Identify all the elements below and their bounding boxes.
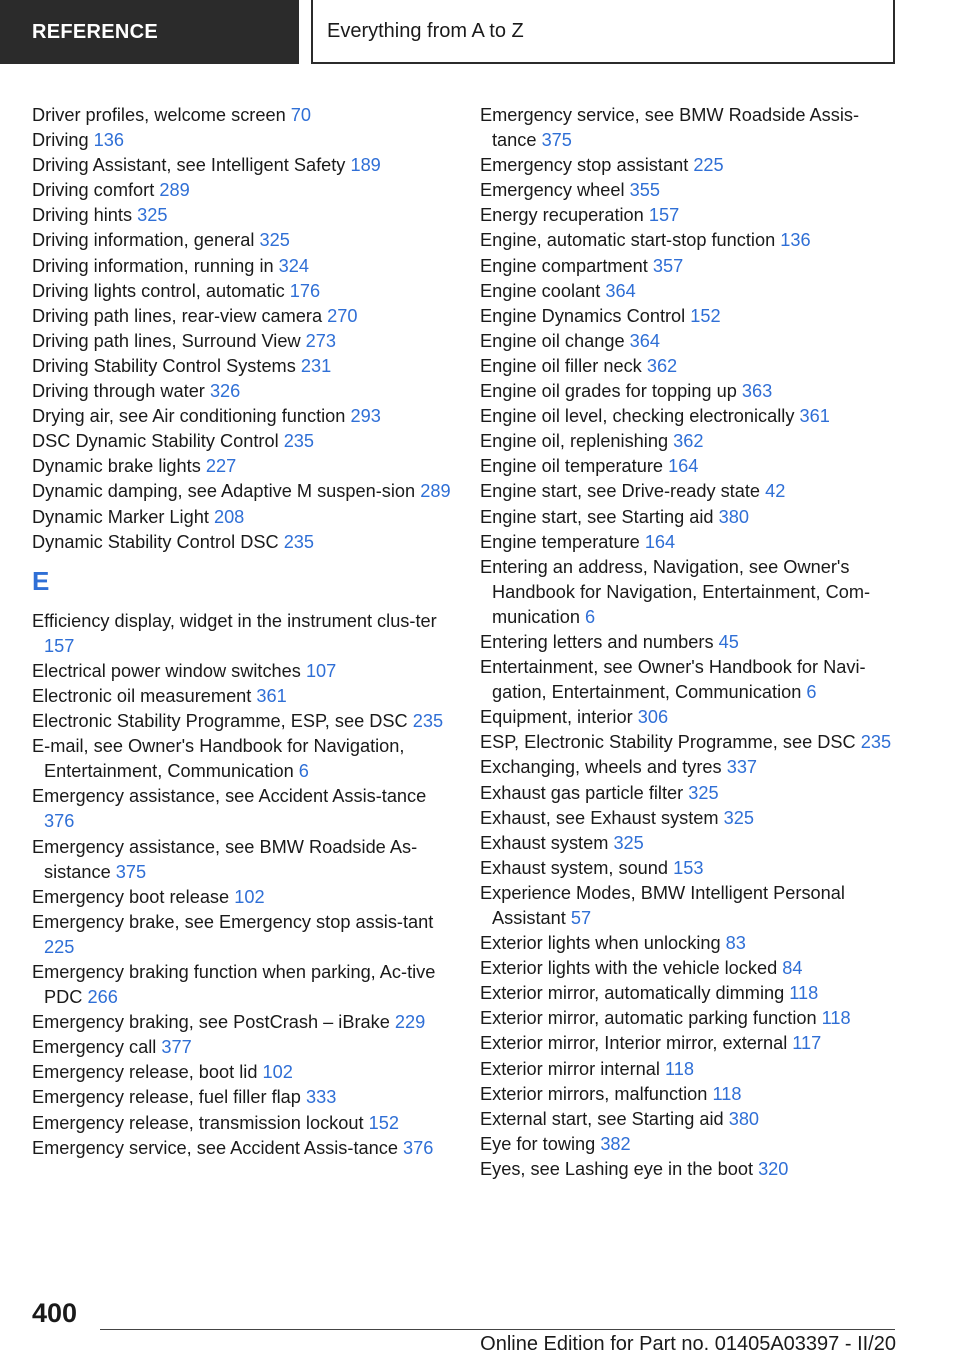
index-entry-text: Exterior lights when unlocking — [480, 933, 721, 954]
index-entry-text: Engine, automatic start-stop function — [480, 230, 776, 251]
index-entry — [480, 1057, 900, 1082]
index-entry-text: Entering an address, Navigation, see Owner's Handbook for Navigation, Entertainment, Com-munication — [480, 556, 871, 627]
index-entry-text: Emergency release, fuel filler flap — [32, 1087, 301, 1108]
page-reference-link[interactable]: 117 — [792, 1033, 822, 1054]
page-reference-link[interactable]: 375 — [541, 130, 572, 151]
index-entry-text: Exterior mirror, automatic parking function — [480, 1008, 817, 1029]
page-reference-link[interactable]: 118 — [789, 983, 819, 1004]
index-entry-text: Experience Modes, BMW Intelligent Personal Assistant — [480, 882, 845, 928]
index-entry — [480, 1107, 900, 1132]
index-entry — [480, 530, 900, 555]
page-reference-link[interactable]: 266 — [87, 987, 118, 1008]
page-reference-link[interactable]: 225 — [693, 155, 724, 176]
index-entry-text: Emergency call — [32, 1037, 157, 1058]
index-entry — [480, 856, 900, 881]
index-entry — [32, 910, 452, 960]
index-entry — [480, 1157, 900, 1182]
index-entry — [32, 454, 452, 479]
index-entry — [32, 153, 452, 178]
index-entry — [480, 304, 900, 329]
index-entry — [480, 931, 900, 956]
index-entry-text: Entertainment, see Owner's Handbook for Navi-gation, Entertainment, Communication — [480, 657, 866, 703]
index-entry — [480, 254, 900, 279]
index-entry-text: Engine start, see Starting aid — [480, 506, 714, 527]
index-entry-text: Equipment, interior — [480, 707, 633, 728]
index-entry-text: E-mail, see Owner's Handbook for Navigation, Entertainment, Communication — [32, 736, 405, 782]
page-reference-link[interactable]: 326 — [209, 381, 241, 402]
page-reference-link[interactable]: 361 — [256, 685, 287, 706]
page-reference-link[interactable]: 229 — [394, 1012, 426, 1033]
index-entry-text: Entering letters and numbers — [480, 631, 714, 652]
index-entry — [480, 329, 900, 354]
page-reference-link[interactable]: 270 — [327, 305, 358, 326]
footer-edition: Online Edition for Part no. 01405A03397 - II/20 — [480, 1333, 896, 1355]
page-reference-link[interactable]: 136 — [93, 130, 125, 151]
index-entry — [480, 781, 900, 806]
index-entry — [480, 730, 900, 755]
page-reference-link[interactable]: 6 — [298, 761, 309, 782]
index-entry — [480, 279, 900, 304]
index-entry-text: Driving path lines, rear-view camera — [32, 305, 323, 326]
index-entry — [32, 354, 452, 379]
page-reference-link[interactable]: 136 — [780, 230, 811, 251]
index-entry-text: Energy recuperation — [480, 205, 644, 226]
index-entry-text: Engine oil level, checking electronically — [480, 406, 795, 427]
index-entry-text: Emergency service, see Accident Assis-tance — [32, 1137, 398, 1158]
index-entry-text: Engine Dynamics Control — [480, 305, 686, 326]
chapter-title: Everything from A to Z — [327, 19, 524, 42]
page-reference-link[interactable]: 153 — [673, 857, 704, 878]
index-entry — [32, 279, 452, 304]
index-entry-text: Eyes, see Lashing eye in the boot — [480, 1158, 753, 1179]
index-entry — [32, 1085, 452, 1110]
page-reference-link[interactable]: 337 — [726, 757, 758, 778]
index-column-left — [32, 103, 452, 1161]
page-reference-link[interactable]: 293 — [350, 406, 381, 427]
index-entry — [32, 960, 452, 1010]
page-reference-link[interactable]: 325 — [723, 807, 754, 828]
page-reference-link[interactable]: 225 — [44, 936, 75, 957]
index-entry-text: Exhaust gas particle filter — [480, 782, 684, 803]
index-entry-text: Driving through water — [32, 381, 205, 402]
index-entry — [480, 881, 900, 931]
index-entry — [32, 885, 452, 910]
index-entry — [32, 659, 452, 684]
index-entry — [480, 203, 900, 228]
index-entry-text: Driving hints — [32, 205, 133, 226]
index-entry — [480, 755, 900, 780]
index-entry-text: Engine oil temperature — [480, 456, 663, 477]
index-entry — [480, 981, 900, 1006]
page-reference-link[interactable]: 118 — [821, 1008, 851, 1029]
index-entry-text: Emergency brake, see Emergency stop assis-tant — [32, 911, 434, 932]
index-entry-text: External start, see Starting aid — [480, 1108, 724, 1129]
page-reference-link[interactable]: 324 — [278, 255, 310, 276]
index-entry-text: Driver profiles, welcome screen — [32, 105, 286, 125]
index-entry — [32, 479, 452, 504]
section-tab — [0, 0, 299, 64]
index-entry — [480, 479, 900, 504]
index-entry — [32, 1060, 452, 1085]
page-reference-link[interactable]: 273 — [305, 330, 336, 351]
index-letter-heading: E — [32, 565, 50, 596]
index-entry — [480, 1132, 900, 1157]
index-entry-text: Dynamic Stability Control DSC — [32, 531, 279, 552]
index-entry — [32, 530, 452, 555]
chapter-header — [311, 0, 895, 64]
index-entry — [32, 505, 452, 530]
index-entry — [480, 831, 900, 856]
page-reference-link[interactable]: 6 — [806, 682, 817, 703]
page-reference-link[interactable]: 152 — [690, 305, 721, 326]
index-entry-text: Driving Stability Control Systems — [32, 355, 296, 376]
index-entry — [32, 784, 452, 834]
index-entry — [480, 655, 900, 705]
page-reference-link[interactable]: 235 — [860, 732, 892, 753]
index-entry-text: Exhaust system — [480, 832, 609, 853]
page-reference-link[interactable]: 376 — [44, 811, 75, 832]
index-entry — [32, 835, 452, 885]
index-entry — [32, 178, 452, 203]
index-entry-text: Engine compartment — [480, 255, 648, 276]
index-entry — [32, 1010, 452, 1035]
page-reference-link[interactable]: 377 — [161, 1037, 192, 1058]
index-entry-text: Driving information, running in — [32, 255, 274, 276]
index-entry-text: Electrical power window switches — [32, 660, 301, 681]
page-reference-link[interactable]: 42 — [765, 481, 786, 502]
index-entry-text: Emergency assistance, see BMW Roadside As-sistance — [32, 836, 418, 882]
page-reference-link[interactable]: 235 — [283, 531, 315, 552]
index-entry-text: Dynamic damping, see Adaptive M suspen-sion — [32, 481, 416, 502]
page-reference-link[interactable]: 157 — [648, 205, 680, 226]
page-reference-link[interactable]: 320 — [758, 1158, 789, 1179]
index-entry-text: DSC Dynamic Stability Control — [32, 431, 279, 452]
index-entry-text: Dynamic Marker Light — [32, 506, 209, 527]
index-entry-text: Electronic oil measurement — [32, 685, 252, 706]
page-reference-link[interactable]: 83 — [725, 933, 746, 954]
index-entry-text: Engine oil change — [480, 330, 625, 351]
index-entry-text: Exterior lights with the vehicle locked — [480, 958, 778, 979]
page-reference-link[interactable]: 45 — [718, 631, 739, 652]
index-entry — [480, 705, 900, 730]
page-reference-link[interactable]: 380 — [728, 1108, 760, 1129]
page-reference-link[interactable]: 164 — [644, 531, 676, 552]
index-entry — [32, 709, 452, 734]
index-entry-text: Exterior mirror internal — [480, 1058, 660, 1079]
page-reference-link[interactable]: 289 — [159, 180, 190, 201]
index-entry-text: Engine oil filler neck — [480, 355, 642, 376]
page-reference-link[interactable]: 176 — [289, 280, 321, 301]
page-reference-link[interactable]: 355 — [629, 180, 660, 201]
index-entry — [480, 505, 900, 530]
index-entry-text: Emergency release, transmission lockout — [32, 1112, 364, 1133]
index-entry-text: Engine temperature — [480, 531, 640, 552]
page-reference-link[interactable]: 84 — [782, 958, 803, 979]
page-reference-link[interactable]: 118 — [664, 1058, 694, 1079]
index-entry-text: Exhaust, see Exhaust system — [480, 807, 719, 828]
index-entry-text: Emergency assistance, see Accident Assis-tance — [32, 786, 427, 807]
index-entry — [480, 103, 900, 153]
page-reference-link[interactable]: 102 — [234, 886, 265, 907]
index-entry — [480, 404, 900, 429]
page-reference-link[interactable]: 362 — [646, 355, 678, 376]
index-entry — [32, 254, 452, 279]
index-entry — [480, 1031, 900, 1056]
index-entry-text: Driving comfort — [32, 180, 155, 201]
page-reference-link[interactable]: 227 — [205, 456, 237, 477]
page-reference-link[interactable]: 364 — [629, 330, 661, 351]
page-reference-link[interactable]: 235 — [412, 711, 444, 732]
section-label: REFERENCE — [32, 20, 159, 43]
page-reference-link[interactable]: 376 — [403, 1137, 434, 1158]
page-reference-link[interactable]: 70 — [290, 105, 311, 125]
page-reference-link[interactable]: 380 — [718, 506, 749, 527]
page-number: 400 — [32, 1298, 78, 1328]
index-entry — [480, 1006, 900, 1031]
index-entry — [480, 228, 900, 253]
index-entry-text: Exterior mirror, Interior mirror, external — [480, 1033, 788, 1054]
page-reference-link[interactable]: 235 — [283, 431, 315, 452]
index-entry — [32, 609, 452, 659]
page-reference-link[interactable]: 325 — [259, 230, 290, 251]
index-entry — [480, 178, 900, 203]
index-entry-text: Emergency service, see BMW Roadside Assis-tance — [480, 105, 860, 151]
index-entry — [480, 806, 900, 831]
index-entry — [32, 203, 452, 228]
page-reference-link[interactable]: 6 — [585, 606, 596, 627]
page-reference-link[interactable]: 118 — [712, 1083, 742, 1104]
page-reference-link[interactable]: 357 — [652, 255, 684, 276]
index-entry-text: Exhaust system, sound — [480, 857, 669, 878]
index-entry — [32, 1136, 452, 1161]
page-reference-link[interactable]: 189 — [350, 155, 381, 176]
index-entry-text: Emergency braking function when parking, Ac-tive PDC — [32, 962, 436, 1008]
index-entry — [480, 454, 900, 479]
index-entry-text: Driving Assistant, see Intelligent Safety — [32, 155, 346, 176]
index-entry-text: Efficiency display, widget in the instrument clus-ter — [32, 610, 437, 631]
index-entry-text: Engine start, see Drive-ready state — [480, 481, 761, 502]
page-reference-link[interactable]: 325 — [688, 782, 719, 803]
index-entry — [32, 379, 452, 404]
page-reference-link[interactable]: 306 — [637, 707, 669, 728]
index-entry-text: Emergency braking, see PostCrash – iBrake — [32, 1012, 390, 1033]
index-entry-text: ESP, Electronic Stability Programme, see DSC — [480, 732, 856, 753]
index-entry — [32, 404, 452, 429]
index-entry — [32, 228, 452, 253]
index-entry-text: Emergency boot release — [32, 886, 230, 907]
page-reference-link[interactable]: 364 — [605, 280, 636, 301]
index-entry-text: Eye for towing — [480, 1133, 596, 1154]
page-reference-link[interactable]: 361 — [799, 406, 830, 427]
index-entry-text: Exterior mirrors, malfunction — [480, 1083, 708, 1104]
page-reference-link[interactable]: 208 — [213, 506, 245, 527]
page-reference-link[interactable]: 157 — [44, 635, 75, 656]
index-entry — [32, 304, 452, 329]
index-entry — [32, 329, 452, 354]
footer-rule — [100, 1329, 895, 1330]
page-reference-link[interactable]: 57 — [570, 908, 592, 928]
index-entry-text: Driving path lines, Surround View — [32, 330, 301, 351]
page-reference-link[interactable]: 164 — [668, 456, 699, 477]
index-entry — [480, 354, 900, 379]
index-entry-text: Electronic Stability Programme, ESP, see DSC — [32, 711, 408, 732]
index-entry-text: Drying air, see Air conditioning function — [32, 406, 346, 427]
index-entry — [480, 429, 900, 454]
page-reference-link[interactable]: 362 — [673, 431, 704, 452]
page-reference-link[interactable]: 363 — [741, 381, 773, 402]
index-entry — [480, 630, 900, 655]
index-entry-text: Exchanging, wheels and tyres — [480, 757, 722, 778]
index-entry — [480, 555, 900, 630]
index-entry-text: Emergency stop assistant — [480, 155, 689, 176]
index-entry — [32, 128, 452, 153]
index-entry-text: Engine oil grades for topping up — [480, 381, 737, 402]
page-reference-link[interactable]: 289 — [420, 481, 451, 502]
page-reference-link[interactable]: 325 — [613, 832, 644, 853]
index-entry — [32, 684, 452, 709]
index-entry — [480, 379, 900, 404]
index-entry — [32, 1035, 452, 1060]
index-entry — [32, 429, 452, 454]
index-entry — [32, 1111, 452, 1136]
index-entry-text: Driving — [32, 130, 89, 151]
index-entry-text: Engine coolant — [480, 280, 601, 301]
index-entry — [32, 734, 452, 784]
page-reference-link[interactable]: 333 — [305, 1087, 337, 1108]
index-entry-text: Dynamic brake lights — [32, 456, 201, 477]
index-column-right — [480, 103, 900, 1182]
index-entry — [480, 956, 900, 981]
page-reference-link[interactable]: 102 — [262, 1062, 293, 1083]
index-entry — [480, 1082, 900, 1107]
index-entry-text: Driving information, general — [32, 230, 255, 251]
index-entry-text: Exterior mirror, automatically dimming — [480, 983, 785, 1004]
index-entry-text: Engine oil, replenishing — [480, 431, 669, 452]
index-entry-text: Driving lights control, automatic — [32, 280, 285, 301]
index-entry-text: Emergency release, boot lid — [32, 1062, 258, 1083]
page-reference-link[interactable]: 375 — [115, 861, 147, 882]
index-entry — [480, 153, 900, 178]
page-reference-link[interactable]: 231 — [300, 355, 332, 376]
index-entry — [32, 103, 452, 128]
index-entry-text: Emergency wheel — [480, 180, 625, 201]
page-reference-link[interactable]: 107 — [305, 660, 337, 681]
page-reference-link[interactable]: 152 — [368, 1112, 399, 1133]
page-reference-link[interactable]: 325 — [137, 205, 168, 226]
page-reference-link[interactable]: 382 — [600, 1133, 631, 1154]
